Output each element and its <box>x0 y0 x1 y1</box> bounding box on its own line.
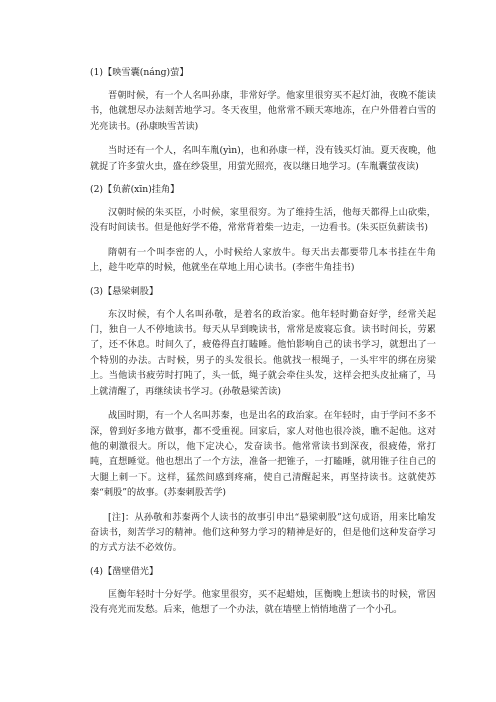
section-heading-4: (4)【凿壁借光】 <box>90 565 159 577</box>
section-heading-3: (3)【悬梁刺股】 <box>90 285 159 297</box>
section-heading-1: (1)【映雪囊(náng)萤】 <box>90 67 189 78</box>
paragraph: 汉朝时候的朱买臣，小时候，家里很穷。为了维持生活，他每天都得上山砍柴，没有时间读书。但是他好学不倦，常常背着柴一边走，一边看书。(朱买臣负薪读书) <box>90 207 436 234</box>
note-paragraph: [注]：从孙敬和苏秦两个人读书的故事引申出“悬梁刺股”这句成语，用来比喻发奋读书，刻苦学习的精神。他们这种努力学习的精神是好的，但是他们这种发奋学习的方式方法不必效仿。 <box>90 511 436 554</box>
section-heading-2: (2)【负薪(xīn)挂角】 <box>90 184 180 196</box>
paragraph: 晋朝时候，有一个人名叫孙康，非常好学。他家里很穷买不起灯油，夜晚不能读书，他就想尽办法刻苦地学习。冬天夜里，他常常不顾天寒地冻，在户外借着白雪的光亮读书。(孙康映雪苦读) <box>90 90 436 132</box>
paragraph: 战国时期，有一个人名叫苏秦，也是出名的政治家。在年轻时，由于学问不多不深，曾到好多地方做事，都不受重视。回家后，家人对他也很冷淡，瞧不起他。这对他的刺激很大。所以，他下定决心，发奋读书。他常常读书到深夜，很疲倦，常打盹，直想睡觉。他也想出了一个方法，准备一把锥子，一打瞌睡，就用锥子往自己的大腿上刺一下。这样，猛然间感到疼痛，使自己清醒起来，再坚持读书。这就使苏秦“刺股”的故事。(苏秦刺股苦学) <box>90 410 436 499</box>
paragraph: 隋朝有一个叫李密的人，小时候给人家放牛。每天出去都要带几本书挂在牛角上，趁牛吃草的时候，他就坐在草地上用心读书。(李密牛角挂书) <box>90 246 436 274</box>
paragraph: 匡衡年轻时十分好学。他家里很穷，买不起蜡烛，匡衡晚上想读书的时候，常因没有亮光而发愁。后来，他想了一个办法，就在墙壁上悄悄地凿了一个小孔。 <box>90 588 436 616</box>
paragraph: 东汉时候，有个人名叫孙敬，是着名的政治家。他年轻时勤奋好学，经常关起门，独自一人不停地读书。每天从早到晚读书，常常是废寝忘食。读书时间长，劳累了，还不休息。时间久了，疲倦得直打瞌睡。他怕影响自己的读书学习，就想出了一个特别的办法。古时候，男子的头发很长。他就找一根绳子，一头牢牢的绑在房梁上。当他读书疲劳时打盹了，头一低，绳子就会牵住头发，这样会把头皮扯痛了，马上就清醒了，再继续读书学习。(孙敬悬梁苦读) <box>90 308 436 397</box>
paragraph: 当时还有一个人，名叫车胤(yìn)，也和孙康一样，没有钱买灯油。夏天夜晚，他就捉了许多萤火虫，盛在纱袋里，用萤光照亮，夜以继日地学习。(车胤囊萤夜读) <box>90 145 436 172</box>
